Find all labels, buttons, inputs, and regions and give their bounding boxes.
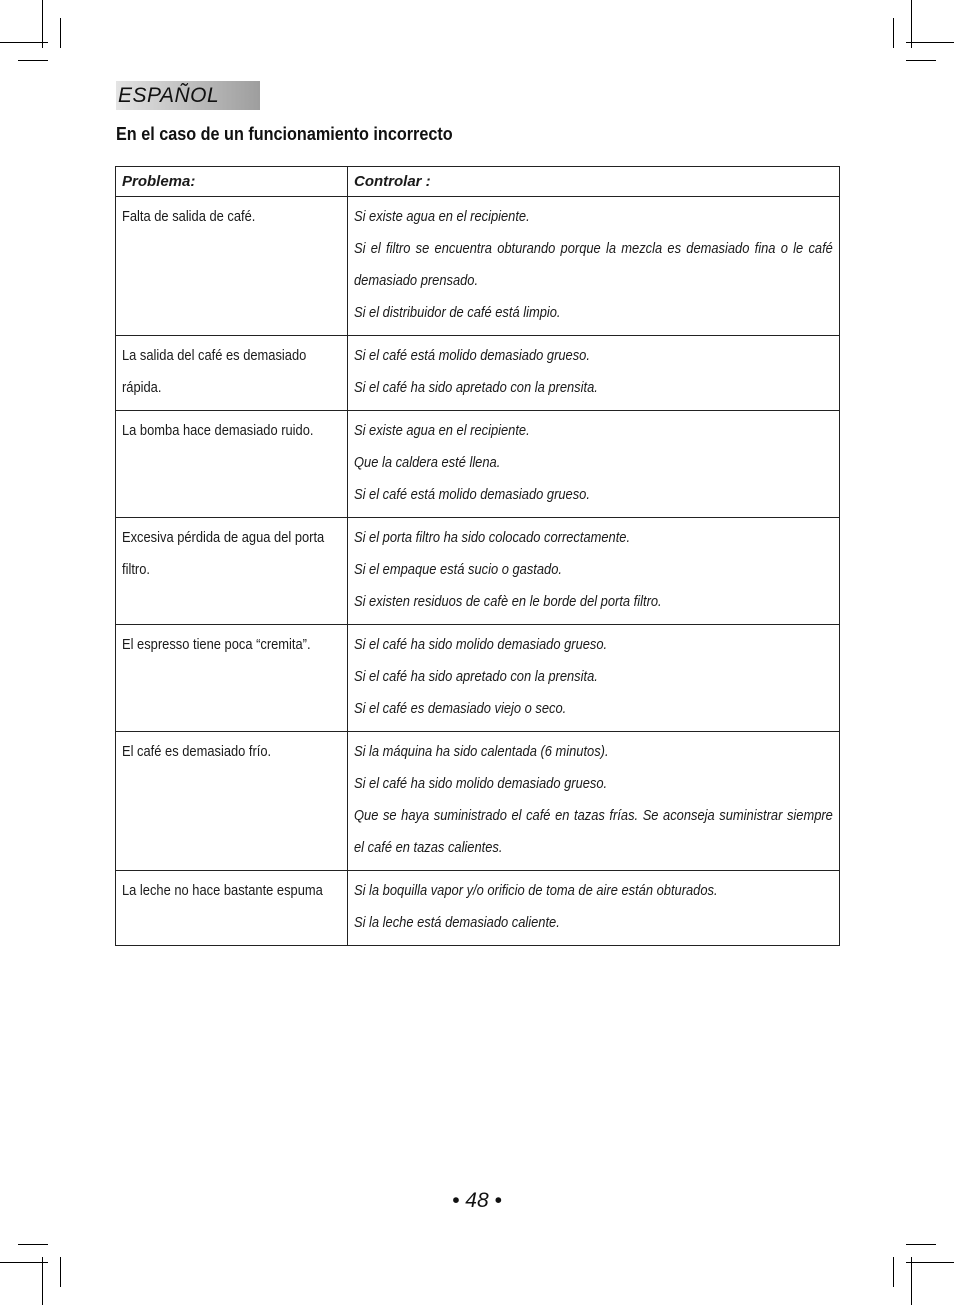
check-cell — [348, 732, 840, 871]
problem-cell — [116, 871, 348, 946]
problem-cell — [116, 518, 348, 625]
page-number: • 48 • — [452, 1189, 502, 1212]
check-item: Si el empaque está sucio o gastado. — [354, 561, 562, 578]
crop-mark — [60, 18, 61, 48]
crop-mark — [911, 1257, 912, 1305]
check-list — [354, 201, 834, 329]
problem-text: Falta de salida de café. — [122, 208, 256, 225]
crop-mark — [0, 1262, 48, 1263]
problem-cell — [116, 411, 348, 518]
troubleshooting-table — [115, 166, 840, 946]
check-item: Si el filtro se encuentra obturando porque la mezcla es demasiado fina o le café demasiado prensado. — [354, 240, 833, 289]
crop-mark — [18, 1244, 48, 1245]
check-item: Si el porta filtro ha sido colocado correctamente. — [354, 529, 631, 546]
check-list — [354, 340, 834, 404]
table-row — [116, 411, 840, 518]
check-cell — [348, 518, 840, 625]
table-row — [116, 732, 840, 871]
check-item: Si el café está molido demasiado grueso. — [354, 347, 590, 364]
problem-text: El espresso tiene poca “cremita”. — [122, 636, 311, 653]
check-list — [354, 629, 834, 725]
check-list — [354, 875, 834, 939]
check-list — [354, 415, 834, 511]
check-item: Si el café está molido demasiado grueso. — [354, 486, 590, 503]
table-header-row — [116, 167, 840, 197]
problem-text: Excesiva pérdida de agua del porta filtro. — [122, 529, 325, 578]
problem-cell — [116, 336, 348, 411]
problem-text: La salida del café es demasiado rápida. — [122, 347, 307, 396]
check-item: Si el distribuidor de café está limpio. — [354, 304, 561, 321]
crop-mark — [893, 18, 894, 48]
check-item: Si existen residuos de cafè en le borde del porta filtro. — [354, 593, 662, 610]
check-item: Si la leche está demasiado caliente. — [354, 914, 560, 931]
crop-mark — [906, 1244, 936, 1245]
section-title: En el caso de un funcionamiento incorrecto — [116, 124, 453, 144]
check-list — [354, 736, 834, 864]
crop-mark — [42, 1257, 43, 1305]
check-cell — [348, 625, 840, 732]
check-item: Si el café ha sido molido demasiado grueso. — [354, 775, 608, 792]
crop-mark — [911, 0, 912, 48]
crop-mark — [0, 42, 48, 43]
table-row — [116, 197, 840, 336]
check-list — [354, 522, 834, 618]
table-row — [116, 871, 840, 946]
check-item: Si existe agua en el recipiente. — [354, 208, 530, 225]
check-cell — [348, 411, 840, 518]
check-item: Si la boquilla vapor y/o orificio de toma de aire están obturados. — [354, 882, 718, 899]
problem-text: La bomba hace demasiado ruido. — [122, 422, 314, 439]
check-item: Si la máquina ha sido calentada (6 minutos). — [354, 743, 609, 760]
problem-cell — [116, 197, 348, 336]
crop-mark — [906, 1262, 954, 1263]
table-row — [116, 625, 840, 732]
check-item: Si el café ha sido apretado con la prensita. — [354, 668, 598, 685]
check-item: Si el café ha sido molido demasiado grueso. — [354, 636, 608, 653]
check-cell — [348, 197, 840, 336]
check-item: Si existe agua en el recipiente. — [354, 422, 530, 439]
problem-cell — [116, 625, 348, 732]
problem-text: El café es demasiado frío. — [122, 743, 272, 760]
crop-mark — [906, 60, 936, 61]
check-item: Si el café es demasiado viejo o seco. — [354, 700, 567, 717]
header-check: Controlar : — [348, 167, 840, 197]
crop-mark — [60, 1257, 61, 1287]
check-cell — [348, 871, 840, 946]
table-row — [116, 518, 840, 625]
header-problem: Problema: — [116, 167, 348, 197]
crop-mark — [906, 42, 954, 43]
table-body — [116, 197, 840, 946]
check-item: Que la caldera esté llena. — [354, 454, 501, 471]
check-item: Que se haya suministrado el café en tazas frías. Se aconseja suministrar siempre el café en tazas calientes. — [354, 807, 833, 856]
language-tab — [116, 81, 260, 110]
check-cell — [348, 336, 840, 411]
problem-cell — [116, 732, 348, 871]
table-row — [116, 336, 840, 411]
crop-mark — [18, 60, 48, 61]
crop-mark — [42, 0, 43, 48]
check-item: Si el café ha sido apretado con la prensita. — [354, 379, 598, 396]
language-label: ESPAÑOL — [118, 84, 220, 107]
crop-mark — [893, 1257, 894, 1287]
problem-text: La leche no hace bastante espuma — [122, 882, 323, 899]
